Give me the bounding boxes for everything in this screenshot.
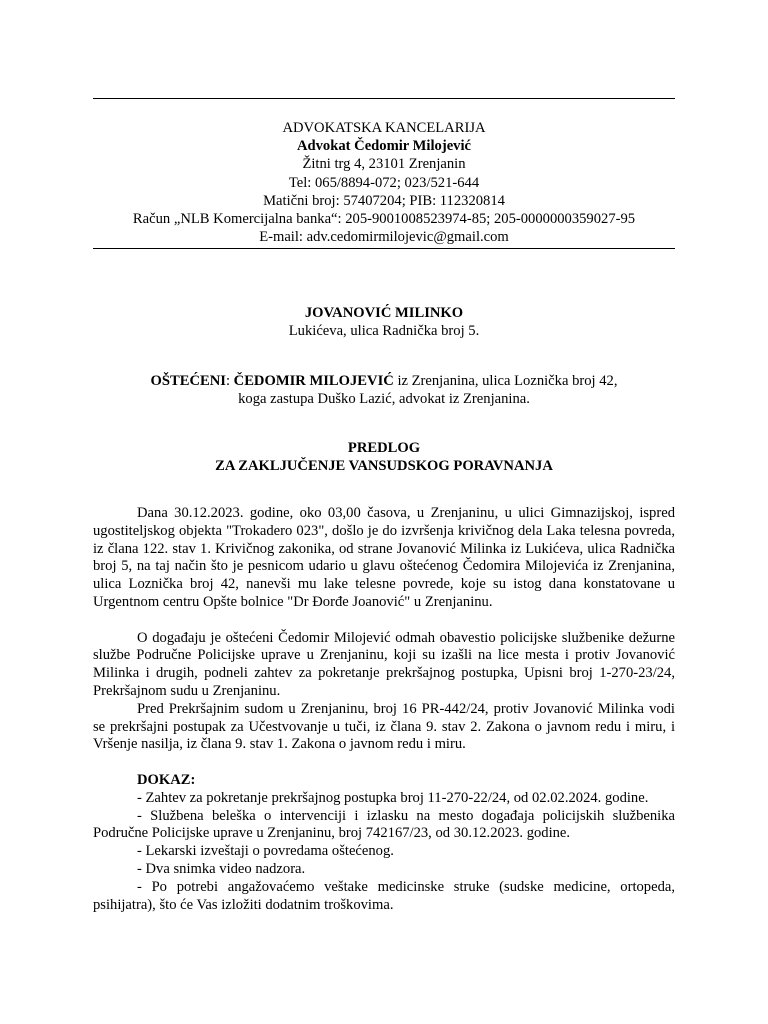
paragraph-spacer [93,612,675,630]
letterhead-email: E-mail: adv.cedomirmilojevic@gmail.com [259,229,509,246]
victim-label: OŠTEĆENI [150,373,226,389]
paragraph-police-report: O događaju je oštećeni Čedomir Milojević odmah obavestio policijske službenike dežurne službe Područne Policijske uprave u Zrenjaninu, koji su izašli na lice mesta i protiv Jovanović Milinka i drugih, podneli zahtev za pokretanje prekršajnog postupka, Upisni broj 1-270-23/24, Prekršajnom sudu u Zrenjaninu. [93,629,675,699]
paragraph-misdemeanor-case: Pred Prekršajnim sudom u Zrenjaninu, broj 16 PR-442/24, protiv Jovanović Milinka vodi se prekršajni postupak za Učestvovanje u tuči, iz člana 9. stav 2. Zakona o javnom redu i miru, i Vršenje nasilja, iz člana 9. stav 1. Zakona o javnom redu i miru. [93,700,675,753]
document-title [93,439,675,475]
defendant-block [93,304,675,340]
title-line-2: ZA ZAKLJUČENJE VANSUDSKOG PORAVNANJA [215,458,553,474]
letterhead-ids: Matični broj: 57407204; PIB: 112320814 [263,192,505,209]
evidence-heading: DOKAZ: [137,771,196,788]
header-top-rule [93,98,675,99]
letterhead-address: Žitni trg 4, 23101 Zrenjanin [302,156,466,173]
evidence-item: - Lekarski izveštaji o povredama oštećenog. [137,843,394,860]
letterhead-attorney: Advokat Čedomir Milojević [296,138,472,155]
letterhead-phone: Tel: 065/8894-072; 023/521-644 [288,174,480,191]
letterhead-office: ADVOKATSKA KANCELARIJA [282,120,486,136]
letterhead-bank-accounts: Račun „NLB Komercijalna banka“: 205-9001008523974-85; 205-0000000359027-95 [132,211,636,228]
defendant-name: JOVANOVIĆ MILINKO [304,305,464,321]
title-line-1: PREDLOG [347,440,421,456]
victim-address: iz Zrenjanina, ulica Loznička broj 42, [393,373,618,389]
victim-colon: : [225,373,234,389]
victim-block [93,372,675,408]
evidence-item: - Dva snimka video nadzora. [137,860,306,877]
evidence-item: - Po potrebi angažovaćemo veštake medicinske struke (sudske medicine, ortopeda, psihijatra), što će Vas izložiti dodatnim troškovima. [93,878,675,913]
letterhead [93,119,675,246]
defendant-address: Lukićeva, ulica Radnička broj 5. [288,323,480,339]
paragraph-spacer [93,754,675,772]
paragraph-incident: Dana 30.12.2023. godine, oko 03,00 časova, u Zrenjaninu, u ulici Gimnazijskoj, ispred ugostiteljskog objekta "Trokadero 023", došlo je do izvršenja krivičnog dela Laka telesna povreda, iz člana 122. stav 1. Krivičnog zakonika, od strane Jovanović Milinka iz Lukićeva, ulica Radnička broj 5, na taj način što je pesnicom udario u glavu oštećenog Čedomira Milojevića iz Zrenjanina, ulica Loznička broj 42, nanevši mu lake telesne povrede, koje su istog dana konstatovane u Urgentnom centru Opšte bolnice "Dr Đorđe Joanović" u Zrenjaninu. [93,505,675,610]
victim-representative: koga zastupa Duško Lazić, advokat iz Zrenjanina. [238,391,530,407]
document-body [93,505,675,914]
evidence-item: - Službena beleška o intervenciji i izlasku na mesto događaja policijskih službenika Područne Policijske uprave u Zrenjaninu, broj 742167/23, od 30.12.2023. godine. [93,807,675,842]
evidence-item: - Zahtev za pokretanje prekršajnog postupka broj 11-270-22/24, od 02.02.2024. godine. [137,789,649,806]
victim-name: ČEDOMIR MILOJEVIĆ [233,373,394,389]
victim-line-1 [93,372,675,390]
header-bottom-rule [93,248,675,249]
